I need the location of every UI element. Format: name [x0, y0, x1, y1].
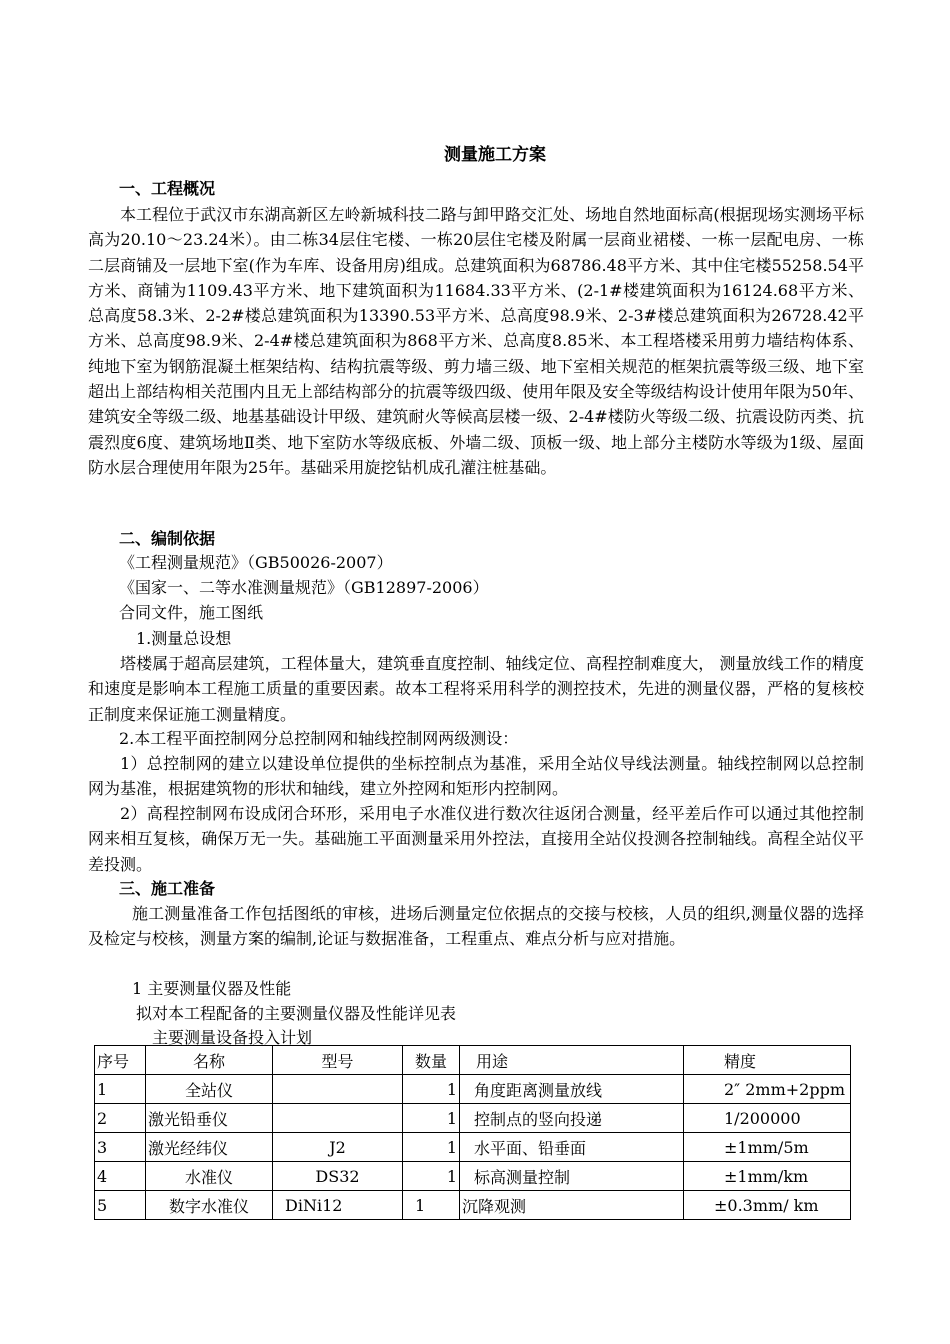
table-cell: 1: [403, 1133, 460, 1162]
subsection-1-title: 1.测量总设想: [136, 629, 232, 648]
section-1-heading: 一、工程概况: [119, 179, 216, 198]
section-2-heading: 二、编制依据: [119, 529, 216, 548]
table-cell: 控制点的竖向投递: [460, 1104, 684, 1133]
subsection-2-title: 2.本工程平面控制网分总控制网和轴线控制网两级测设：: [119, 729, 519, 748]
table-cell: 5: [95, 1191, 146, 1220]
subsection-2-para-1: 1）总控制网的建立以建设单位提供的坐标控制点为基准，采用全站仪导线法测量。轴线控制网以总控制网为基准，根据建筑物的形状和轴线，建立外控网和矩形内控制网。: [88, 754, 864, 799]
table-row: [95, 1133, 851, 1162]
table-cell: J2: [273, 1133, 403, 1162]
table-title: 主要测量设备投入计划: [152, 1028, 313, 1047]
header-cell: 名称: [146, 1046, 273, 1075]
reference-2: 《国家一、二等水准测量规范》（GB12897-2006）: [119, 578, 489, 597]
table-cell: 2: [95, 1104, 146, 1133]
table-intro: 拟对本工程配备的主要测量仪器及性能详见表: [136, 1004, 457, 1023]
table-cell: ±1mm/km: [684, 1162, 851, 1191]
table-cell: 1: [403, 1104, 460, 1133]
section-3-body: 施工测量准备工作包括图纸的审核，进场后测量定位依据点的交接与校核，人员的组织,测量仪器的选择及检定与校核，测量方案的编制,论证与数据准备，工程重点、难点分析与应对措施。: [88, 904, 864, 949]
reference-1: 《工程测量规范》（GB50026-2007）: [119, 553, 393, 572]
table-cell: 沉降观测: [460, 1191, 684, 1220]
section-1-body: 本工程位于武汉市东湖高新区左岭新城科技二路与卸甲路交汇处、场地自然地面标高(根据现场实测场平标高为20.10～23.24米）。由二栋34层住宅楼、一栋20层住宅楼及附属一层商业裙楼、一栋一层配电房、一栋二层商铺及一层地下室(作为车库、设备用房)组成。总建筑面积为68786.48平方米、其中住宅楼55258.54平方米、商铺为1109.43平方米、地下建筑面积为11684.33平方米、(2-1#楼建筑面积为16124.68平方米、总高度58.3米、2-2#楼总建筑面积为13390.53平方米、总高度98.9米、2-3#楼总建筑面积为26728.42平方米、总高度98.9米、2-4#楼总建筑面积为868平方米、总高度8.85米、本工程塔楼采用剪力墙结构体系、纯地下室为钢筋混凝土框架结构、结构抗震等级、剪力墙三级、地下室相关规范的框架抗震等级三级、地下室超出上部结构相关范围内且无上部结构部分的抗震等级四级、使用年限及安全等级结构设计使用年限为50年、建筑安全等级二级、地基基础设计甲级、建筑耐火等候高层楼一级、2-4#楼防火等级二级、抗震设防丙类、抗震烈度6度、建筑场地Ⅱ类、地下室防水等级底板、外墙二级、顶板一级、地上部分主楼防水等级为1级、屋面防水层合理使用年限为25年。基础采用旋挖钻机成孔灌注桩基础。: [88, 205, 864, 477]
table-cell: 4: [95, 1162, 146, 1191]
table-row: [95, 1075, 851, 1104]
table-header-row: [95, 1046, 851, 1075]
header-cell: 数量: [403, 1046, 460, 1075]
table-cell: ±0.3mm/ km: [684, 1191, 851, 1220]
table-cell: 数字水准仪: [146, 1191, 273, 1220]
table-cell: 1: [403, 1075, 460, 1104]
table-cell: 3: [95, 1133, 146, 1162]
section-3-heading: 三、施工准备: [119, 879, 216, 898]
table-row: [95, 1191, 851, 1220]
equipment-table: [94, 1045, 851, 1220]
table-cell: 1/200000: [684, 1104, 851, 1133]
header-cell: 精度: [684, 1046, 851, 1075]
section-3-subtitle: 1 主要测量仪器及性能: [132, 979, 292, 998]
table-cell: [273, 1075, 403, 1104]
table-cell: 角度距离测量放线: [460, 1075, 684, 1104]
header-cell: 型号: [273, 1046, 403, 1075]
table-cell: DiNi12: [273, 1191, 403, 1220]
table-cell: [273, 1104, 403, 1133]
table-cell: ±1mm/5m: [684, 1133, 851, 1162]
document-title: 测量施工方案: [444, 145, 546, 165]
table-row: [95, 1104, 851, 1133]
table-cell: 1: [95, 1075, 146, 1104]
table-cell: 激光经纬仪: [146, 1133, 273, 1162]
table-cell: 水准仪: [146, 1162, 273, 1191]
table-cell: 1: [403, 1162, 460, 1191]
table-cell: DS32: [273, 1162, 403, 1191]
table-row: [95, 1162, 851, 1191]
table-cell: 激光铅垂仪: [146, 1104, 273, 1133]
subsection-2-para-2: 2）高程控制网布设成闭合环形，采用电子水准仪进行数次往返闭合测量，经平差后作可以通过其他控制网来相互复核，确保万无一失。基础施工平面测量采用外控法，直接用全站仪投测各控制轴线。高程全站仪平差投测。: [88, 804, 864, 874]
subsection-1-body: 塔楼属于超高层建筑，工程体量大，建筑垂直度控制、轴线定位、高程控制难度大， 测量放线工作的精度和速度是影响本工程施工质量的重要因素。故本工程将采用科学的测控技术，先进的测量仪器，严格的复核校正制度来保证施工测量精度。: [88, 654, 864, 724]
table-cell: 全站仪: [146, 1075, 273, 1104]
reference-3: 合同文件，施工图纸: [119, 603, 264, 622]
table-cell: 2″ 2mm+2ppm: [684, 1075, 851, 1104]
table-cell: 水平面、铅垂面: [460, 1133, 684, 1162]
table-cell: 1: [403, 1191, 460, 1220]
table-cell: 标高测量控制: [460, 1162, 684, 1191]
header-cell: 序号: [95, 1046, 146, 1075]
header-cell: 用途: [460, 1046, 684, 1075]
